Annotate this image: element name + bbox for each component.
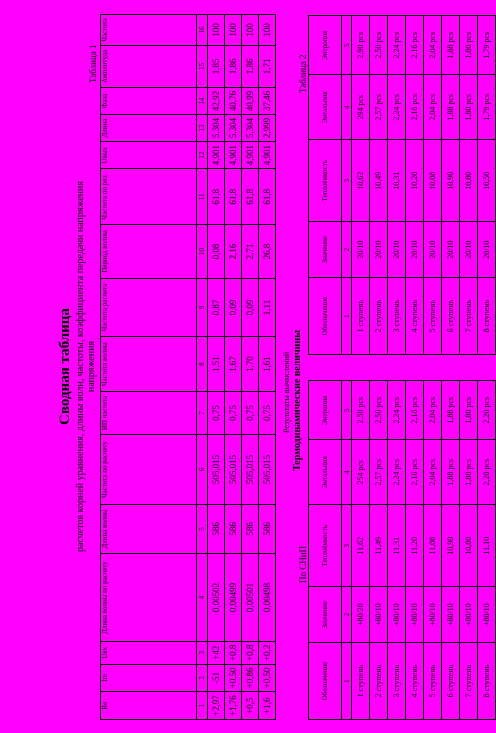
- summary-cell: 5,304: [208, 115, 225, 142]
- second-cell: 5: [342, 16, 352, 75]
- summary-cell: Частота: [101, 15, 197, 46]
- snip-cell: 5: [342, 381, 352, 440]
- summary-cell: 61,8: [259, 169, 276, 225]
- second-cell: 1,88 pcs: [442, 16, 460, 75]
- second-cell: 20/10: [370, 222, 388, 278]
- second-data-row: [388, 16, 406, 355]
- summary-cell: 0,00499: [225, 553, 242, 641]
- snip-cell: 7 ступень: [460, 643, 478, 720]
- summary-cell: 4,901: [225, 142, 242, 169]
- summary-data-row: [225, 15, 242, 720]
- snip-cell: +80/10: [424, 587, 442, 643]
- snip-table: [308, 380, 496, 720]
- second-cell: 10,20: [406, 140, 424, 222]
- summary-cell: 11: [197, 169, 208, 225]
- summary-cell: Uвых: [101, 142, 197, 169]
- summary-cell: 13: [197, 115, 208, 142]
- summary-cell: 505,015: [259, 435, 276, 505]
- summary-number-row: [197, 15, 208, 720]
- second-cell: 1,88 pcs: [442, 75, 460, 140]
- summary-cell: 4,901: [242, 142, 259, 169]
- summary-cell: 1,67: [225, 337, 242, 391]
- summary-cell: Частота по рез.: [101, 169, 197, 225]
- snip-header-row: [309, 381, 342, 720]
- snip-cell: 2 ступень: [370, 643, 388, 720]
- summary-data-row: [259, 15, 276, 720]
- second-cell: Теплоёмкость: [309, 140, 342, 222]
- snip-cell: +80/10: [406, 587, 424, 643]
- snip-cell: 2,24 pcs: [388, 381, 406, 440]
- snip-data-row: [424, 381, 442, 720]
- summary-cell: +42: [208, 642, 225, 665]
- snip-cell: 1,80 pcs: [460, 381, 478, 440]
- second-data-row: [406, 16, 424, 355]
- second-cell: 2,24 pcs: [388, 16, 406, 75]
- second-cell: 20/10: [424, 222, 442, 278]
- summary-cell: 0,09: [225, 278, 242, 337]
- calc-caption: Результаты вычислений: [282, 351, 291, 433]
- table1-caption: Таблица 1: [88, 44, 98, 83]
- summary-cell: -51: [208, 664, 225, 692]
- snip-cell: 2,16 pcs: [406, 440, 424, 505]
- summary-cell: 586: [208, 504, 225, 553]
- summary-cell: 2,999: [259, 115, 276, 142]
- second-number-row: [342, 16, 352, 355]
- second-cell: 3: [342, 140, 352, 222]
- summary-cell: 5,304: [242, 115, 259, 142]
- summary-cell: 0,00498: [259, 553, 276, 641]
- summary-cell: 15: [197, 45, 208, 87]
- summary-cell: 586: [225, 504, 242, 553]
- second-cell: 2,04 pcs: [424, 75, 442, 140]
- snip-cell: 8 ступень: [478, 643, 496, 720]
- summary-cell: ИП частота: [101, 391, 197, 434]
- summary-cell: +1,76: [225, 692, 242, 720]
- second-cell: 20/10: [388, 222, 406, 278]
- summary-cell: +0,86: [242, 664, 259, 692]
- summary-data-row: [208, 15, 225, 720]
- summary-cell: Re: [101, 692, 197, 720]
- second-cell: 1,80 pcs: [460, 75, 478, 140]
- second-data-row: [424, 16, 442, 355]
- snip-cell: 3: [342, 505, 352, 587]
- second-cell: Значение: [309, 222, 342, 278]
- second-cell: 10,49: [370, 140, 388, 222]
- summary-cell: 37,46: [259, 87, 276, 114]
- second-cell: 2,90 pcs: [352, 16, 370, 75]
- snip-cell: 11,31: [388, 505, 406, 587]
- summary-cell: 26,8: [259, 225, 276, 278]
- second-cell: 8 ступень: [478, 278, 496, 355]
- second-cell: 20/10: [406, 222, 424, 278]
- summary-cell: 61,8: [208, 169, 225, 225]
- summary-cell: 0,75: [242, 391, 259, 434]
- document-title: Сводная таблица: [57, 308, 73, 425]
- snip-cell: 2,20 pcs: [478, 440, 496, 505]
- summary-cell: 2: [197, 664, 208, 692]
- second-cell: 294 pcs: [352, 75, 370, 140]
- snip-cell: +80/10: [370, 587, 388, 643]
- summary-cell: 4,901: [259, 142, 276, 169]
- second-data-row: [460, 16, 478, 355]
- second-cell: 3 ступень: [388, 278, 406, 355]
- summary-cell: 1,70: [242, 337, 259, 391]
- second-cell: 10,31: [388, 140, 406, 222]
- snip-cell: 4 ступень: [406, 643, 424, 720]
- second-cell: 2 ступень: [370, 278, 388, 355]
- summary-cell: 505,015: [225, 435, 242, 505]
- snip-data-row: [442, 381, 460, 720]
- summary-cell: Амплитуда: [101, 45, 197, 87]
- summary-table: [100, 14, 276, 720]
- snip-data-row: [460, 381, 478, 720]
- snip-cell: 1,80 pcs: [460, 440, 478, 505]
- summary-cell: 586: [259, 504, 276, 553]
- summary-cell: 40,76: [225, 87, 242, 114]
- summary-cell: 0,75: [208, 391, 225, 434]
- snip-cell: 10,90: [442, 505, 460, 587]
- summary-cell: 505,015: [242, 435, 259, 505]
- summary-cell: 0,75: [225, 391, 242, 434]
- summary-cell: 1,86: [225, 45, 242, 87]
- summary-cell: Uвх: [101, 642, 197, 665]
- second-cell: 2,16 pcs: [406, 75, 424, 140]
- summary-cell: 61,8: [225, 169, 242, 225]
- snip-cell: 1,88 pcs: [442, 381, 460, 440]
- second-cell: Энтальпия: [309, 75, 342, 140]
- summary-cell: Частота по расчету: [101, 435, 197, 505]
- snip-cell: 11,20: [406, 505, 424, 587]
- snip-cell: 3 ступень: [388, 643, 406, 720]
- second-cell: 10,90: [442, 140, 460, 222]
- summary-cell: 1,71: [259, 45, 276, 87]
- second-data-row: [442, 16, 460, 355]
- snip-cell: +80/10: [478, 587, 496, 643]
- summary-cell: 12: [197, 142, 208, 169]
- snip-cell: Значение: [309, 587, 342, 643]
- snip-cell: +80/20: [352, 587, 370, 643]
- second-cell: 2,50 pcs: [370, 16, 388, 75]
- summary-cell: 586: [242, 504, 259, 553]
- summary-cell: +0,5: [242, 692, 259, 720]
- snip-data-row: [370, 381, 388, 720]
- snip-data-row: [352, 381, 370, 720]
- subtitle-line: расчетов корней уравнения, длины волн, частоты, коэффициента передачи напряжения: [75, 181, 86, 552]
- summary-cell: 0,00502: [208, 553, 225, 641]
- snip-cell: 254 pcs: [352, 440, 370, 505]
- summary-cell: +1,6: [259, 692, 276, 720]
- snip-data-row: [478, 381, 496, 720]
- summary-cell: 1: [197, 692, 208, 720]
- summary-cell: Длина волны по расчету: [101, 553, 197, 641]
- second-cell: 10,08: [424, 140, 442, 222]
- snip-cell: 4: [342, 440, 352, 505]
- snip-cell: 1,88 pcs: [442, 440, 460, 505]
- subtitle-line-2: напряжения: [86, 340, 97, 393]
- summary-cell: 100: [259, 15, 276, 46]
- snip-cell: 2,04 pcs: [424, 381, 442, 440]
- snip-cell: 6 ступень: [442, 643, 460, 720]
- second-cell: 20/10: [478, 222, 496, 278]
- summary-cell: +0,50: [259, 664, 276, 692]
- summary-header-row: [101, 15, 197, 720]
- snip-cell: 2,20 pcs: [478, 381, 496, 440]
- second-cell: 20/10: [460, 222, 478, 278]
- summary-cell: 5: [197, 504, 208, 553]
- summary-cell: Фаза: [101, 87, 197, 114]
- snip-cell: 2,04 pcs: [424, 440, 442, 505]
- summary-cell: 0,08: [208, 225, 225, 278]
- snip-data-row: [388, 381, 406, 720]
- snip-cell: 2,24 pcs: [388, 440, 406, 505]
- second-cell: 4: [342, 75, 352, 140]
- summary-cell: 2,16: [225, 225, 242, 278]
- second-cell: 2,24 pcs: [388, 75, 406, 140]
- table2a-caption: По СНиП: [298, 545, 308, 583]
- snip-cell: 2: [342, 587, 352, 643]
- summary-cell: 0,75: [259, 391, 276, 434]
- summary-cell: +0,8: [242, 642, 259, 665]
- second-cell: 7 ступень: [460, 278, 478, 355]
- summary-cell: 100: [225, 15, 242, 46]
- summary-cell: 4: [197, 553, 208, 641]
- summary-cell: 3: [197, 642, 208, 665]
- summary-data-row: [242, 15, 259, 720]
- summary-cell: Длина: [101, 115, 197, 142]
- summary-cell: 40,99: [242, 87, 259, 114]
- summary-cell: 42,92: [208, 87, 225, 114]
- second-cell: Обозначение: [309, 278, 342, 355]
- second-data-row: [478, 16, 496, 355]
- snip-cell: 11,08: [424, 505, 442, 587]
- second-cell: 1,80 pcs: [460, 16, 478, 75]
- second-cell: 4 ступень: [406, 278, 424, 355]
- second-data-row: [352, 16, 370, 355]
- summary-cell: 505,015: [208, 435, 225, 505]
- snip-cell: 11,49: [370, 505, 388, 587]
- summary-cell: 1,11: [259, 278, 276, 337]
- snip-cell: 2,50 pcs: [352, 381, 370, 440]
- summary-cell: 7: [197, 391, 208, 434]
- second-cell: 2,04 pcs: [424, 16, 442, 75]
- summary-cell: 9: [197, 278, 208, 337]
- summary-cell: Длина волны: [101, 504, 197, 553]
- summary-cell: 61,8: [242, 169, 259, 225]
- snip-data-row: [406, 381, 424, 720]
- second-cell: 10,50: [478, 140, 496, 222]
- snip-cell: +80/10: [388, 587, 406, 643]
- summary-cell: 14: [197, 87, 208, 114]
- second-cell: 1,79 pcs: [478, 16, 496, 75]
- snip-cell: 11,62: [352, 505, 370, 587]
- snip-cell: 2,50 pcs: [370, 381, 388, 440]
- summary-cell: +0,8: [225, 642, 242, 665]
- summary-cell: +0,50: [225, 664, 242, 692]
- second-cell: 5 ступень: [424, 278, 442, 355]
- second-cell: 2,57 pcs: [370, 75, 388, 140]
- second-cell: 10,62: [352, 140, 370, 222]
- snip-cell: Энтальпия: [309, 440, 342, 505]
- summary-cell: 2,71: [242, 225, 259, 278]
- calc-subtitle: Термодинамические величины: [292, 330, 303, 471]
- summary-cell: 100: [242, 15, 259, 46]
- summary-cell: 16: [197, 15, 208, 46]
- summary-cell: +2,97: [208, 692, 225, 720]
- second-cell: 6 ступень: [442, 278, 460, 355]
- summary-cell: 8: [197, 337, 208, 391]
- snip-cell: Теплоёмкость: [309, 505, 342, 587]
- summary-cell: 5,304: [225, 115, 242, 142]
- second-header-row: [309, 16, 342, 355]
- summary-cell: 10: [197, 225, 208, 278]
- snip-number-row: [342, 381, 352, 720]
- summary-cell: +0,2: [259, 642, 276, 665]
- second-cell: Энтропия: [309, 16, 342, 75]
- snip-cell: 1 ступень: [352, 643, 370, 720]
- second-cell: 1 ступень: [352, 278, 370, 355]
- snip-cell: Энтропия: [309, 381, 342, 440]
- second-table: [308, 15, 496, 355]
- summary-cell: 100: [208, 15, 225, 46]
- summary-cell: Частота расчета: [101, 278, 197, 337]
- second-cell: 10,80: [460, 140, 478, 222]
- second-cell: 2: [342, 222, 352, 278]
- snip-cell: 2,16 pcs: [406, 381, 424, 440]
- document-subtitle: [75, 0, 97, 733]
- summary-cell: 0,00501: [242, 553, 259, 641]
- summary-cell: 6: [197, 435, 208, 505]
- summary-cell: Im: [101, 664, 197, 692]
- second-data-row: [370, 16, 388, 355]
- summary-cell: Период волны: [101, 225, 197, 278]
- second-cell: 1,79 pcs: [478, 75, 496, 140]
- summary-cell: 1,51: [208, 337, 225, 391]
- snip-cell: 5 ступень: [424, 643, 442, 720]
- summary-cell: Частота волны: [101, 337, 197, 391]
- snip-cell: 10,80: [460, 505, 478, 587]
- snip-cell: +80/10: [460, 587, 478, 643]
- table2b-caption: Таблица 2: [298, 54, 308, 93]
- summary-cell: 0,87: [208, 278, 225, 337]
- summary-cell: 4,901: [208, 142, 225, 169]
- summary-cell: 1,85: [208, 45, 225, 87]
- summary-cell: 0,09: [242, 278, 259, 337]
- snip-cell: 11,10: [478, 505, 496, 587]
- second-cell: 2,16 pcs: [406, 16, 424, 75]
- summary-cell: 1,86: [242, 45, 259, 87]
- snip-cell: 2,57 pcs: [370, 440, 388, 505]
- snip-cell: 1: [342, 643, 352, 720]
- summary-cell: 1,61: [259, 337, 276, 391]
- second-cell: 1: [342, 278, 352, 355]
- snip-cell: Обозначение: [309, 643, 342, 720]
- second-cell: 20/10: [352, 222, 370, 278]
- snip-cell: +80/10: [442, 587, 460, 643]
- second-cell: 20/10: [442, 222, 460, 278]
